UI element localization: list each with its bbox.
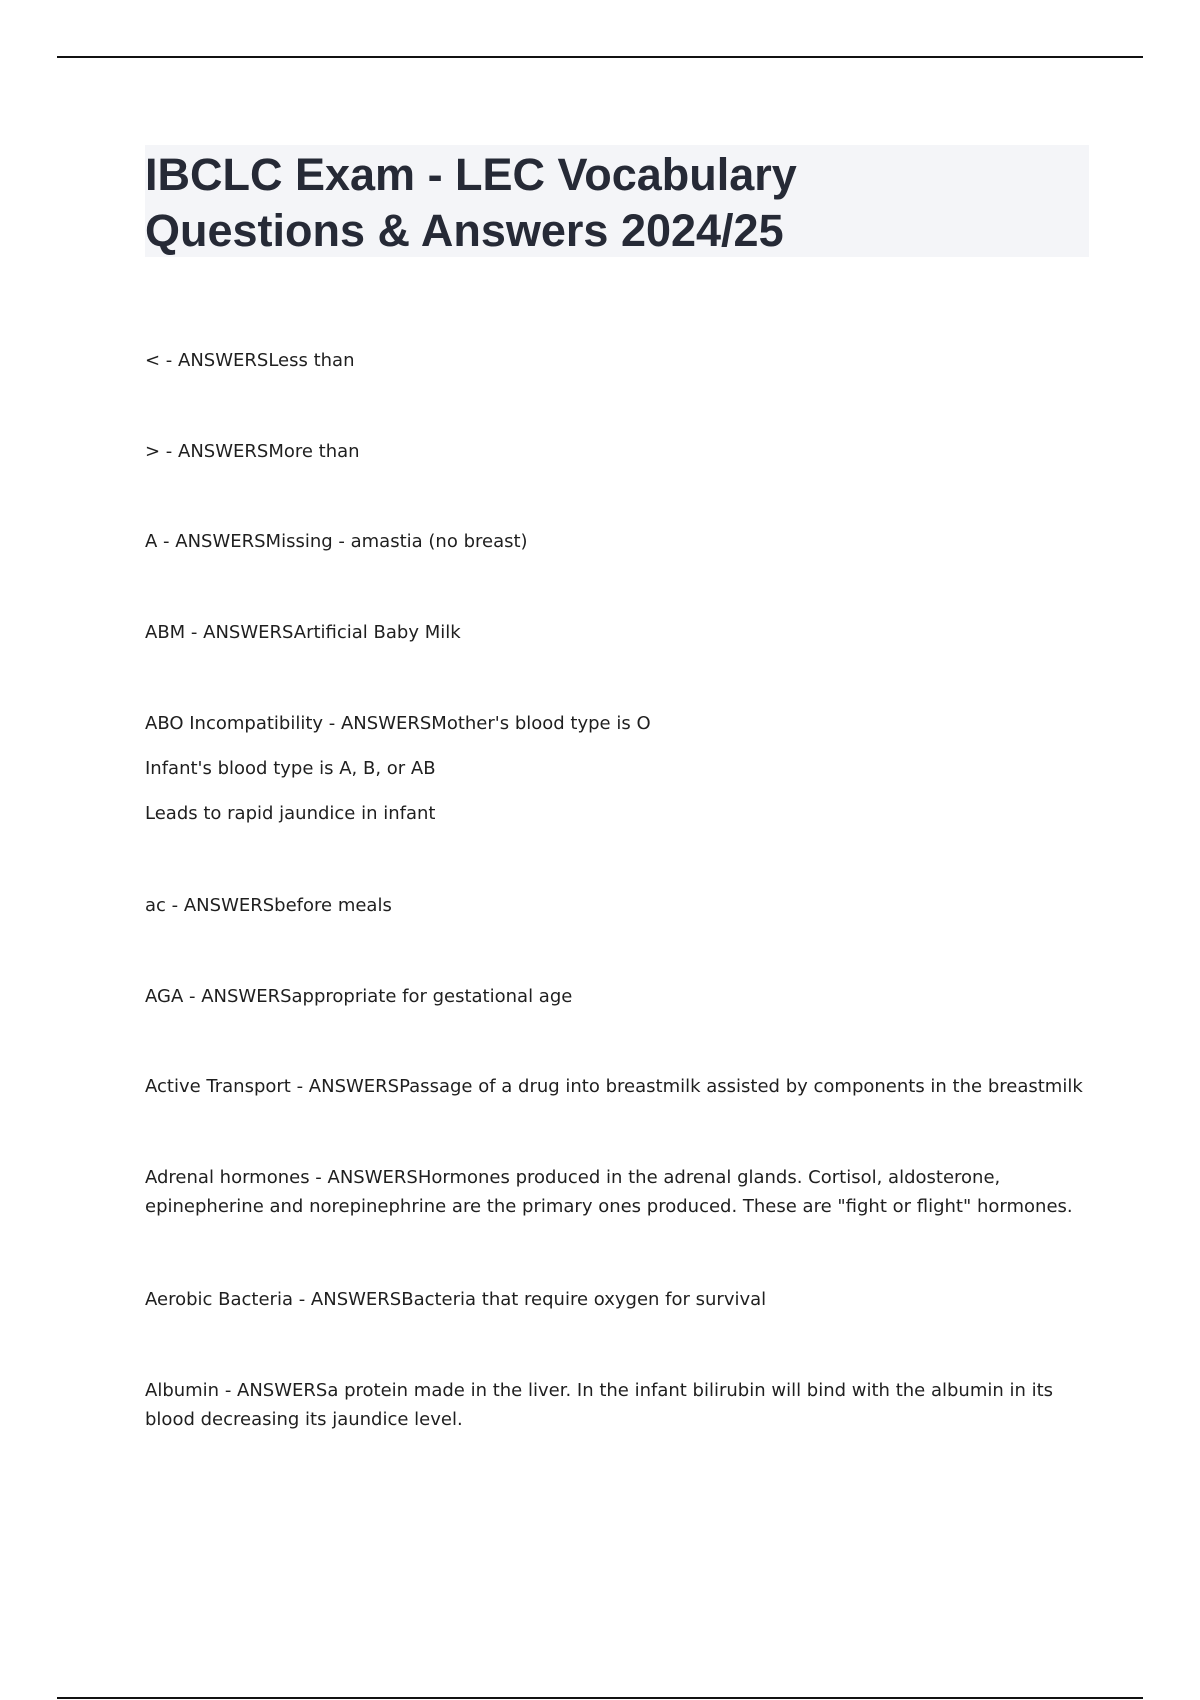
footer-rule bbox=[57, 1697, 1143, 1699]
vocab-entry bbox=[145, 346, 1085, 375]
entry-text: > - ANSWERSMore than bbox=[145, 441, 360, 462]
entry-text: ABO Incompatibility - ANSWERSMother's blood type is O bbox=[145, 713, 651, 734]
title-line-2: Questions & Answers 2024/25 bbox=[145, 205, 784, 256]
entry-text: ac - ANSWERSbefore meals bbox=[145, 895, 392, 916]
entry-text: ABM - ANSWERSArtificial Baby Milk bbox=[145, 622, 461, 643]
entry-text: epinepherine and norepinephrine are the primary ones produced. These are "fight or flight" hormones. bbox=[145, 1196, 1073, 1217]
entry-text: Active Transport - ANSWERSPassage of a drug into breastmilk assisted by components in the breastmilk bbox=[145, 1076, 1083, 1097]
title-line-1: IBCLC Exam - LEC Vocabulary bbox=[145, 149, 797, 200]
entry-text: Infant's blood type is A, B, or AB bbox=[145, 758, 436, 779]
vocab-entry bbox=[145, 437, 1085, 466]
entry-text: Leads to rapid jaundice in infant bbox=[145, 803, 436, 824]
vocab-entry bbox=[145, 1376, 1085, 1434]
header-rule bbox=[57, 56, 1143, 58]
entry-text: blood decreasing its jaundice level. bbox=[145, 1409, 463, 1430]
vocab-entry bbox=[145, 1285, 1085, 1314]
vocab-entry bbox=[145, 891, 1085, 920]
vocab-entry bbox=[145, 527, 1085, 556]
vocab-entry bbox=[145, 1072, 1085, 1101]
vocab-entry bbox=[145, 1163, 1085, 1221]
vocab-entry bbox=[145, 709, 1085, 828]
entry-text: Aerobic Bacteria - ANSWERSBacteria that require oxygen for survival bbox=[145, 1289, 767, 1310]
entry-text: A - ANSWERSMissing - amastia (no breast) bbox=[145, 531, 528, 552]
vocab-entry bbox=[145, 618, 1085, 647]
entry-text: Albumin - ANSWERSa protein made in the liver. In the infant bilirubin will bind with the albumin in its bbox=[145, 1380, 1054, 1401]
entry-text: AGA - ANSWERSappropriate for gestational age bbox=[145, 986, 573, 1007]
document-title bbox=[145, 145, 1089, 257]
vocab-entry bbox=[145, 982, 1085, 1011]
entry-text: Adrenal hormones - ANSWERSHormones produced in the adrenal glands. Cortisol, aldosterone, bbox=[145, 1167, 1001, 1188]
entry-text: < - ANSWERSLess than bbox=[145, 350, 355, 371]
